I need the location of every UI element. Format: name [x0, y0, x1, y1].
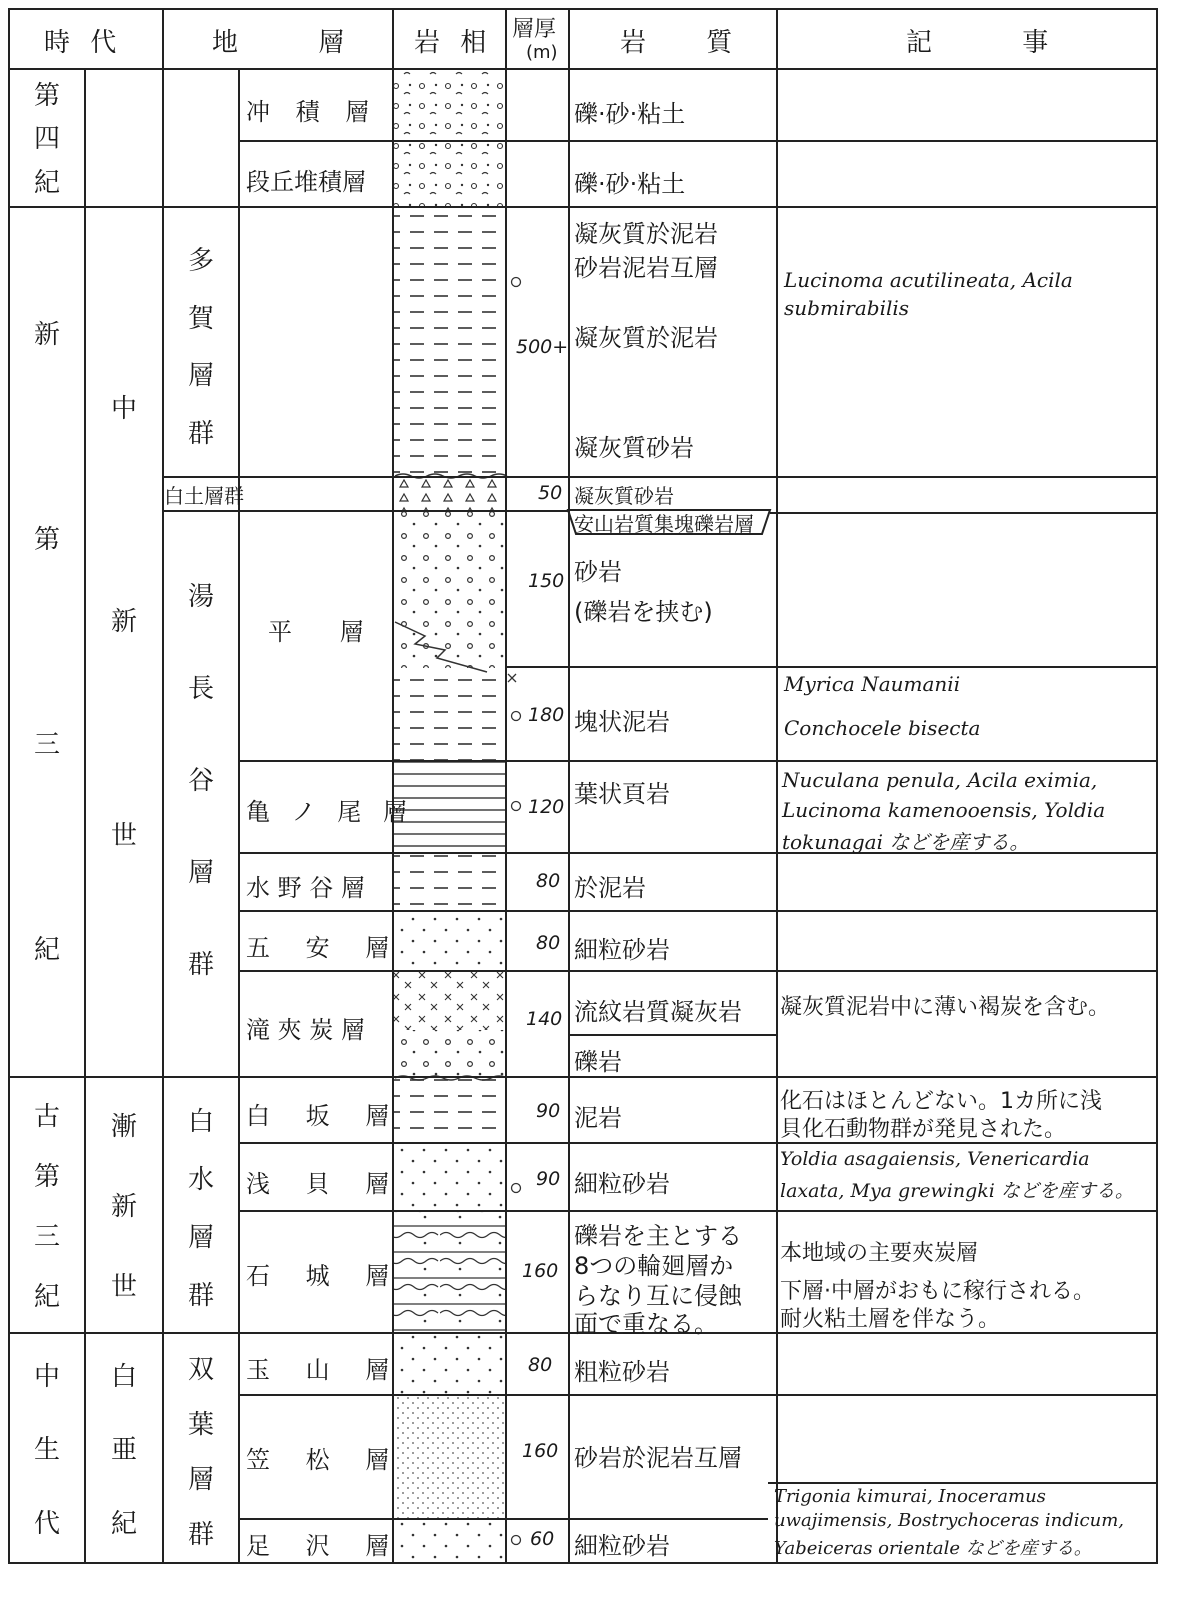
remarks-iwaki-3: 耐火粘土層を伴なう。: [780, 1307, 1001, 1332]
thickness-goyasu: 80: [536, 932, 561, 954]
thickness-taira-upper: 150: [528, 570, 565, 592]
group-char: 群: [187, 418, 214, 449]
remarks-iwaki-2: 下層·中層がおもに稼行される。: [780, 1279, 1095, 1304]
period-char: 中: [33, 1362, 60, 1393]
lithology-taga-2: 砂岩泥岩互層: [574, 254, 718, 282]
lithology-shirado-2: 安山岩質集塊礫岩層: [574, 512, 754, 536]
epoch-char: 中: [110, 394, 137, 425]
period-char: 紀: [33, 1281, 60, 1312]
lithology-taira-1: 砂岩: [574, 558, 622, 586]
period-char: 第: [33, 525, 60, 555]
era-mesozoic: [10, 1338, 84, 1558]
period-char: 紀: [33, 167, 60, 198]
group-char: 層: [187, 857, 214, 888]
epoch-char: 紀: [110, 1508, 137, 1539]
lithology-shirado-1: 凝灰質砂岩: [574, 484, 674, 508]
group-char: 層: [187, 1465, 214, 1495]
thickness-mizunoya: 80: [536, 870, 561, 892]
period-char: 三: [33, 730, 60, 760]
lithology-taga-4: 凝灰質砂岩: [574, 434, 694, 462]
formation-takinoyoshi: 滝 夾 炭 層: [246, 1016, 365, 1044]
period-char: 四: [33, 124, 60, 155]
group-char: 群: [187, 1520, 214, 1550]
remarks-shirasaka-1: 化石はほとんどない。1カ所に浅: [780, 1089, 1102, 1114]
period-neogene: [10, 230, 84, 1050]
group-char: 層: [187, 1222, 214, 1253]
remarks-ashizawa-2: uwajimensis, Bostrychoceras indicum,: [774, 1510, 1124, 1531]
epoch-char: 白: [110, 1362, 137, 1393]
formation-alluvium: 冲 積 層: [246, 98, 370, 126]
lithology-alluvium: 礫·砂·粘土: [574, 100, 686, 128]
thickness-kamenoo: 120: [528, 796, 565, 818]
formation-goyasu: 五 安 層: [246, 934, 390, 962]
period-char: 第: [33, 81, 60, 112]
period-quaternary: [10, 72, 84, 202]
header-era: 時 代: [44, 28, 123, 58]
group-char: 多: [187, 246, 214, 277]
remarks-kamenoo-3: tokunagai などを産する。: [782, 830, 1030, 854]
header-thickness-unit: (m): [526, 42, 558, 63]
period-char: 代: [33, 1508, 60, 1539]
formation-ashizawa: 足 沢 層: [246, 1532, 390, 1560]
lithology-ashizawa: 細粒砂岩: [574, 1532, 670, 1560]
lithology-iwaki-4: 面で重なる。: [574, 1310, 718, 1338]
lithology-kamenoo: 葉状頁岩: [574, 780, 670, 808]
group-yunagaya: [164, 548, 238, 1008]
epoch-cretaceous: [86, 1338, 162, 1558]
remarks-takinoyoshi: 凝灰質泥岩中に薄い褐炭を含む。: [780, 995, 1111, 1020]
formation-terrace: 段丘堆積層: [246, 168, 366, 196]
formation-iwaki: 石 城 層: [246, 1262, 390, 1290]
lithology-kasamatsu: 砂岩於泥岩互層: [574, 1444, 742, 1472]
period-char: 新: [33, 320, 60, 350]
remarks-ashizawa-1: Trigonia kimurai, Inoceramus: [774, 1486, 1046, 1507]
group-char: 群: [187, 1280, 214, 1311]
formation-kamenoo: 亀 ノ 尾 層: [246, 798, 407, 826]
remarks-kamenoo-1: Nuculana penula, Acila eximia,: [782, 768, 1098, 792]
remarks-kamenoo-2: Lucinoma kamenooensis, Yoldia: [782, 798, 1106, 822]
header-remarks: 記 事: [906, 28, 1055, 58]
group-futaba: [164, 1340, 238, 1560]
thickness-tamayama: 80: [528, 1354, 553, 1376]
lithology-asagai: 細粒砂岩: [574, 1170, 670, 1198]
period-char: 生: [33, 1435, 60, 1466]
group-char: 白: [187, 1106, 214, 1137]
group-char: 群: [187, 949, 214, 980]
group-char: 層: [187, 361, 214, 392]
group-char: 賀: [187, 303, 214, 334]
thickness-shirasaka: 90: [536, 1100, 561, 1122]
remarks-shirasaka-2: 貝化石動物群が発見された。: [780, 1117, 1067, 1142]
thickness-taga: 500+: [516, 336, 569, 358]
lithology-iwaki-2: 8つの輪廻層か: [574, 1252, 734, 1280]
lithology-takinoyoshi-2: 礫岩: [574, 1048, 622, 1076]
thickness-taira-lower: 180: [528, 704, 565, 726]
lithology-takinoyoshi-1: 流紋岩質凝灰岩: [574, 998, 742, 1026]
remarks-asagai-1: Yoldia asagaiensis, Venericardia: [780, 1148, 1090, 1170]
formation-taira: 平 層: [268, 618, 364, 646]
group-char: 双: [187, 1355, 214, 1385]
period-paleogene: [10, 1084, 84, 1324]
epoch-miocene: [86, 300, 162, 940]
remarks-asagai-2: laxata, Mya grewingki などを産する。: [780, 1180, 1134, 1202]
lithology-terrace: 礫·砂·粘土: [574, 170, 686, 198]
remarks-taira-1: Myrica Naumanii: [784, 672, 961, 696]
formation-mizunoya: 水 野 谷 層: [246, 874, 365, 902]
remarks-taga-1: Lucinoma acutilineata, Acila: [784, 268, 1073, 292]
thickness-takinoyoshi: 140: [526, 1008, 563, 1030]
lithology-taga-3: 凝灰質於泥岩: [574, 324, 718, 352]
formation-tamayama: 玉 山 層: [246, 1356, 390, 1384]
remarks-taga-2: submirabilis: [784, 296, 910, 320]
lithology-goyasu: 細粒砂岩: [574, 936, 670, 964]
group-char: 湯: [187, 581, 214, 612]
group-shirado: 白土層群: [164, 484, 244, 508]
period-char: 第: [33, 1161, 60, 1192]
lithology-mizunoya: 於泥岩: [574, 874, 646, 902]
remarks-ashizawa-3: Yabeiceras orientale などを産する。: [774, 1538, 1092, 1559]
group-char: 長: [187, 673, 214, 704]
lithology-taira-2: (礫岩を挟む): [574, 598, 713, 626]
remarks-taira-2: Conchocele bisecta: [784, 716, 981, 740]
group-char: 葉: [187, 1410, 214, 1440]
epoch-char: 漸: [110, 1111, 137, 1142]
epoch-char: 新: [110, 1191, 137, 1222]
header-thickness: 層厚: [512, 17, 557, 42]
lithology-taira-3: 塊状泥岩: [574, 708, 670, 736]
epoch-char: 世: [110, 820, 137, 851]
thickness-kasamatsu: 160: [522, 1440, 559, 1462]
lithology-shirasaka: 泥岩: [574, 1104, 622, 1132]
header-formation: 地 層: [212, 28, 351, 58]
epoch-char: 亜: [110, 1435, 137, 1466]
group-taga: [164, 230, 238, 460]
group-char: 水: [187, 1164, 214, 1195]
lithology-iwaki-3: らなり互に侵蝕: [574, 1282, 742, 1310]
group-shiramizu: [164, 1090, 238, 1322]
lithology-tamayama: 粗粒砂岩: [574, 1358, 670, 1386]
header-lithology: 岩 質: [620, 28, 739, 58]
formation-shirasaka: 白 坂 層: [246, 1102, 390, 1130]
epoch-oligocene: [86, 1084, 162, 1324]
formation-kasamatsu: 笠 松 層: [246, 1446, 390, 1474]
formation-asagai: 浅 貝 層: [246, 1170, 390, 1198]
thickness-ashizawa: 60: [530, 1528, 555, 1550]
thickness-shirado: 50: [538, 482, 563, 504]
remarks-iwaki-1: 本地域の主要夾炭層: [780, 1241, 979, 1266]
epoch-char: 新: [110, 607, 137, 638]
thickness-iwaki: 160: [522, 1260, 559, 1282]
period-char: 三: [33, 1221, 60, 1252]
epoch-char: 世: [110, 1271, 137, 1302]
thickness-asagai: 90: [536, 1168, 561, 1190]
header-lithofacies: 岩 相: [414, 28, 493, 58]
period-char: 紀: [33, 935, 60, 965]
period-char: 古: [33, 1101, 60, 1132]
lithology-taga-1: 凝灰質於泥岩: [574, 220, 718, 248]
group-char: 谷: [187, 765, 214, 796]
lithology-iwaki-1: 礫岩を主とする: [574, 1222, 742, 1250]
